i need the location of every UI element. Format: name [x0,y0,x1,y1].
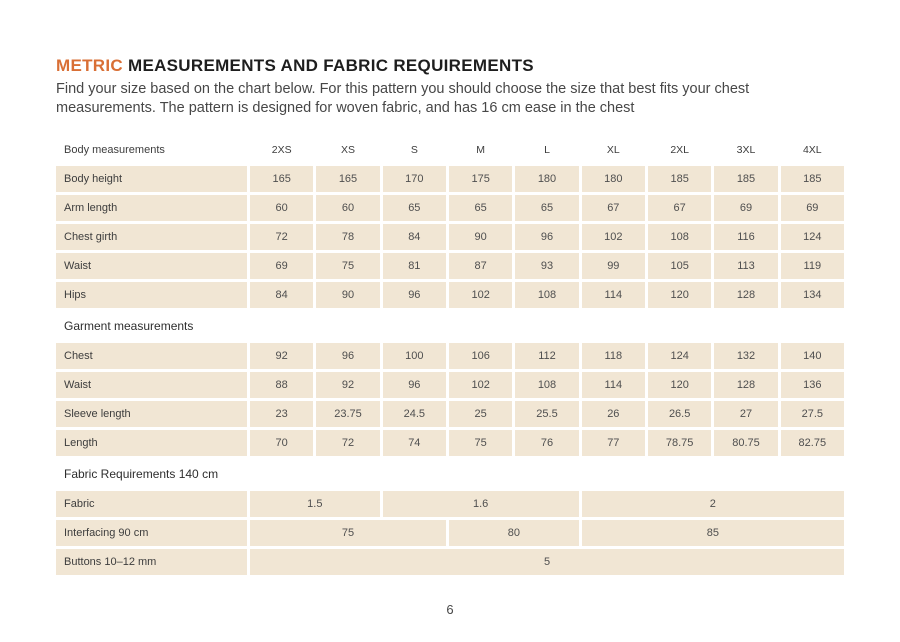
value-cell: 26.5 [648,401,711,427]
garment-measurement-row [56,372,844,398]
row-label: Sleeve length [56,401,247,427]
page-title-rest: MEASUREMENTS AND FABRIC REQUIREMENTS [122,56,534,75]
value-cell: 75 [449,430,512,456]
row-label: Arm length [56,195,247,221]
intro-line-1: Find your size based on the chart below. For this pattern you should choose the size that best fits your chest [56,81,750,97]
value-cell: 170 [383,166,446,192]
body-measurement-row [56,282,844,308]
value-cell: 84 [250,282,313,308]
body-measurement-row [56,224,844,250]
value-cell: 136 [781,372,844,398]
value-cell: 102 [449,282,512,308]
value-cell: 92 [316,372,379,398]
value-cell: 96 [515,224,578,250]
value-cell: 69 [250,253,313,279]
intro-paragraph [56,80,844,117]
size-column-header: M [449,137,512,163]
size-column-header: S [383,137,446,163]
value-cell: 81 [383,253,446,279]
value-cell: 102 [582,224,645,250]
value-cell: 75 [316,253,379,279]
row-label: Chest [56,343,247,369]
value-cell: 67 [582,195,645,221]
intro-line-2: measurements. The pattern is designed for woven fabric, and has 16 cm ease in the chest [56,99,635,116]
value-cell: 65 [383,195,446,221]
value-cell: 134 [781,282,844,308]
value-cell: 90 [316,282,379,308]
value-cell: 78 [316,224,379,250]
table-header-row [56,137,844,163]
merged-value-cell: 80 [449,520,579,546]
value-cell: 27 [714,401,777,427]
value-cell: 96 [383,372,446,398]
size-column-header: 2XL [648,137,711,163]
value-cell: 88 [250,372,313,398]
value-cell: 87 [449,253,512,279]
size-column-header: 3XL [714,137,777,163]
row-label: Waist [56,372,247,398]
value-cell: 108 [648,224,711,250]
value-cell: 185 [648,166,711,192]
value-cell: 23 [250,401,313,427]
fabric-requirement-row [56,491,844,517]
value-cell: 70 [250,430,313,456]
value-cell: 116 [714,224,777,250]
value-cell: 69 [781,195,844,221]
measurements-table [56,137,844,575]
size-column-header: 4XL [781,137,844,163]
garment-measurement-row [56,343,844,369]
value-cell: 165 [250,166,313,192]
value-cell: 96 [316,343,379,369]
value-cell: 165 [316,166,379,192]
value-cell: 132 [714,343,777,369]
page-title-accent: METRIC [56,56,123,75]
value-cell: 92 [250,343,313,369]
value-cell: 120 [648,372,711,398]
row-label: Interfacing 90 cm [56,520,247,546]
value-cell: 113 [714,253,777,279]
row-label: Buttons 10–12 mm [56,549,247,575]
value-cell: 112 [515,343,578,369]
value-cell: 105 [648,253,711,279]
value-cell: 90 [449,224,512,250]
value-cell: 60 [316,195,379,221]
value-cell: 25 [449,401,512,427]
value-cell: 114 [582,372,645,398]
value-cell: 108 [515,372,578,398]
value-cell: 69 [714,195,777,221]
value-cell: 185 [714,166,777,192]
value-cell: 78.75 [648,430,711,456]
size-column-header: L [515,137,578,163]
value-cell: 120 [648,282,711,308]
merged-value-cell: 1.6 [383,491,579,517]
value-cell: 128 [714,282,777,308]
value-cell: 114 [582,282,645,308]
garment-measurement-row [56,401,844,427]
value-cell: 72 [250,224,313,250]
value-cell: 180 [582,166,645,192]
value-cell: 99 [582,253,645,279]
value-cell: 118 [582,343,645,369]
value-cell: 74 [383,430,446,456]
row-label: Length [56,430,247,456]
value-cell: 82.75 [781,430,844,456]
merged-value-cell: 5 [250,549,844,575]
merged-value-cell: 75 [250,520,446,546]
value-cell: 24.5 [383,401,446,427]
value-cell: 26 [582,401,645,427]
value-cell: 124 [648,343,711,369]
value-cell: 140 [781,343,844,369]
value-cell: 84 [383,224,446,250]
value-cell: 72 [316,430,379,456]
value-cell: 77 [582,430,645,456]
size-column-header: XL [582,137,645,163]
value-cell: 128 [714,372,777,398]
page-number: 6 [446,602,454,617]
merged-value-cell: 1.5 [250,491,380,517]
value-cell: 100 [383,343,446,369]
value-cell: 65 [515,195,578,221]
merged-value-cell: 85 [582,520,844,546]
size-column-header: 2XS [250,137,313,163]
value-cell: 23.75 [316,401,379,427]
value-cell: 106 [449,343,512,369]
row-label: Waist [56,253,247,279]
value-cell: 185 [781,166,844,192]
value-cell: 80.75 [714,430,777,456]
row-label: Hips [56,282,247,308]
value-cell: 65 [449,195,512,221]
value-cell: 96 [383,282,446,308]
value-cell: 67 [648,195,711,221]
value-cell: 27.5 [781,401,844,427]
garment-section-label: Garment measurements [56,313,844,339]
row-label: Chest girth [56,224,247,250]
garment-measurement-row [56,430,844,456]
body-measurement-row [56,166,844,192]
header-label: Body measurements [56,137,247,163]
fabric-section-label: Fabric Requirements 140 cm [56,461,844,487]
value-cell: 76 [515,430,578,456]
fabric-requirement-row [56,549,844,575]
row-label: Fabric [56,491,247,517]
page-title [56,56,844,76]
value-cell: 93 [515,253,578,279]
value-cell: 25.5 [515,401,578,427]
value-cell: 175 [449,166,512,192]
value-cell: 119 [781,253,844,279]
merged-value-cell: 2 [582,491,844,517]
value-cell: 180 [515,166,578,192]
body-measurement-row [56,195,844,221]
page-content [56,56,844,578]
value-cell: 124 [781,224,844,250]
value-cell: 60 [250,195,313,221]
fabric-requirement-row [56,520,844,546]
value-cell: 108 [515,282,578,308]
body-measurement-row [56,253,844,279]
row-label: Body height [56,166,247,192]
value-cell: 102 [449,372,512,398]
size-column-header: XS [316,137,379,163]
